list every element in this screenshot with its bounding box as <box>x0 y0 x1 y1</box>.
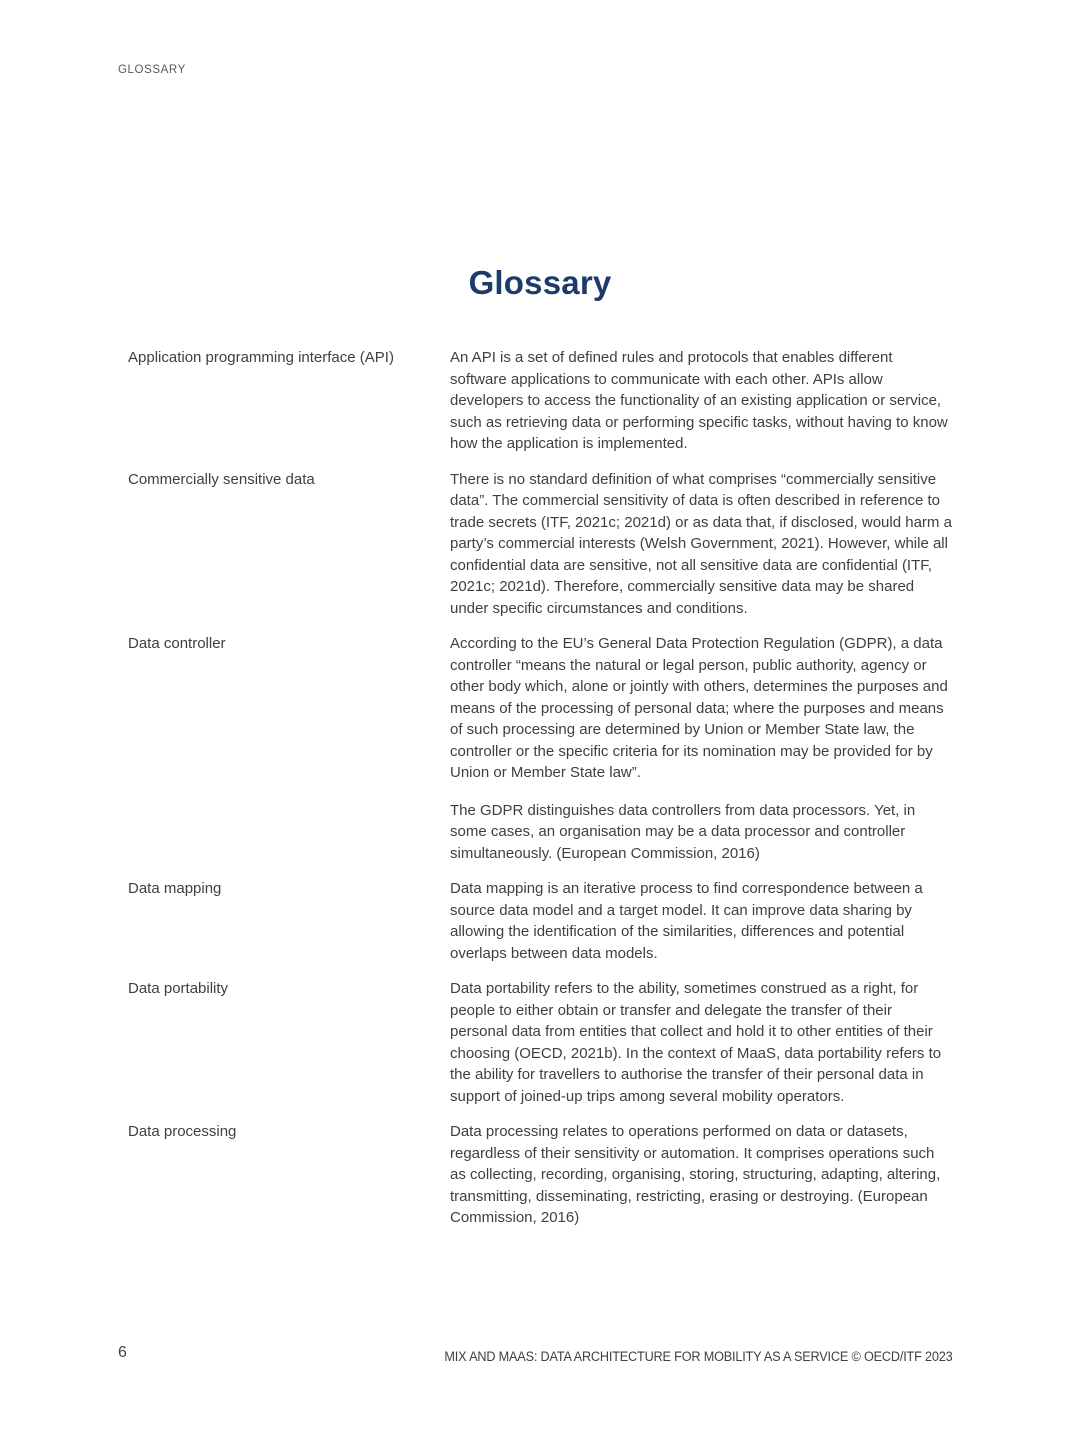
glossary-entry <box>128 347 952 455</box>
glossary-definition <box>450 347 952 455</box>
footer-page-number: 6 <box>118 1344 127 1361</box>
glossary-list <box>128 347 952 1243</box>
glossary-definition <box>450 633 952 864</box>
glossary-entry <box>128 878 952 964</box>
definition-paragraph: Data mapping is an iterative process to find correspondence between a source data model and a target model. It can improve data sharing by allowing the identification of the similarities, differences and potential overlaps between data models. <box>450 880 923 962</box>
glossary-term: Application programming interface (API) <box>128 349 394 366</box>
glossary-entry <box>128 633 952 864</box>
glossary-term: Data controller <box>128 635 226 652</box>
glossary-entry <box>128 978 952 1107</box>
page-title: Glossary <box>468 264 612 302</box>
glossary-entry <box>128 1121 952 1229</box>
glossary-term: Data portability <box>128 980 229 997</box>
definition-paragraph: An API is a set of defined rules and protocols that enables different software applications to communicate with each other. APIs allow developers to access the functionality of an existing application or service, such as retrieving data or performing specific tasks, without having to know how the application is implemented. <box>450 349 948 452</box>
glossary-term: Commercially sensitive data <box>128 470 315 488</box>
definition-paragraph: Data processing relates to operations performed on data or datasets, regardless of their sensitivity or automation. It comprises operations such as collecting, recording, organising, storing, structuring, adapting, altering, transmitting, disseminating, restricting, erasing or destroying. (European Commission, 2016) <box>450 1123 941 1226</box>
definition-paragraph: According to the EU’s General Data Protection Regulation (GDPR), a data controller “means the natural or legal person, public authority, agency or other body which, alone or jointly with others, determines the purposes and means of the processing of personal data; where the purposes and means of such processing are determined by Union or Member State law, the controller or the specific criteria for its nomination may be provided for by Union or Member State law”. <box>450 635 948 781</box>
definition-paragraph: The GDPR distinguishes data controllers from data processors. Yet, in some cases, an organisation may be a data processor and controller simultaneously. (European Commission, 2016) <box>450 801 916 862</box>
glossary-definition <box>450 978 952 1107</box>
glossary-definition <box>450 469 952 620</box>
glossary-definition <box>450 1121 952 1229</box>
glossary-term: Data mapping <box>128 880 222 897</box>
definition-paragraph: Data portability refers to the ability, sometimes construed as a right, for people to either obtain or transfer and delegate the transfer of their personal data from entities that collect and hold it to other entities of their choosing (OECD, 2021b). In the context of MaaS, data portability refers to the ability for travellers to authorise the transfer of their personal data in support of joined-up trips among several mobility operators. <box>450 980 942 1105</box>
glossary-term: Data processing <box>128 1123 237 1140</box>
running-header: GLOSSARY <box>118 64 186 76</box>
footer-running-title: MIX AND MAAS: DATA ARCHITECTURE FOR MOBILITY AS A SERVICE © OECD/ITF 2023 <box>443 1349 952 1364</box>
glossary-definition <box>450 878 952 964</box>
definition-paragraph: There is no standard definition of what comprises “commercially sensitive data”. The commercial sensitivity of data is often described in reference to trade secrets (ITF, 2021c; 2021d) or as data that, if disclosed, would harm a party’s commercial interests (Welsh Government, 2021). However, while all confidential data are sensitive, not all sensitive data are confidential (ITF, 2021c; 2021d). Therefore, commercially sensitive data may be shared under specific circumstances and conditions. <box>450 470 952 617</box>
glossary-entry <box>128 469 952 620</box>
